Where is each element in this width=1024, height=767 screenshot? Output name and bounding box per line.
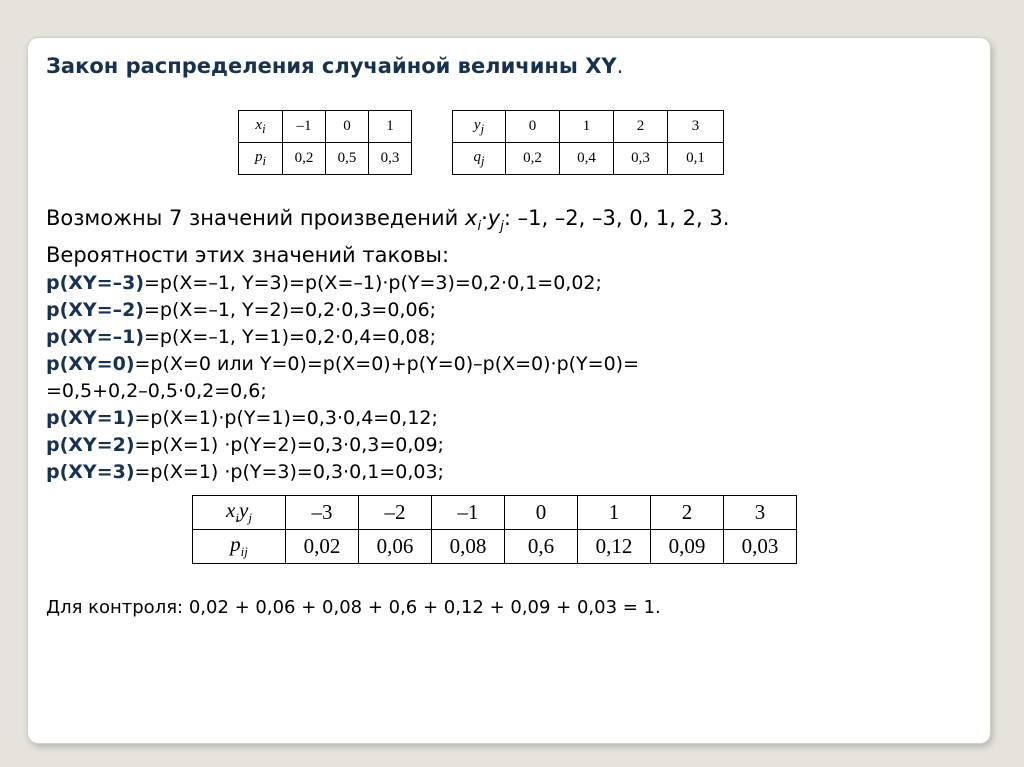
formula-line: =0,5+0,2–0,5·0,2=0,6; (46, 380, 267, 403)
table-x-distribution (238, 110, 412, 175)
table-xy-prob: 0,08 (432, 530, 505, 564)
formula-line: p(XY=0)=p(X=0 или Y=0)=p(X=0)+p(Y=0)–p(X=0)·p(Y=0)= (46, 353, 639, 376)
table-xy-value: –3 (286, 496, 359, 530)
table-x-prob: 0,3 (369, 143, 412, 175)
table-xy-value: –2 (359, 496, 432, 530)
table-y-prob: 0,2 (506, 143, 560, 175)
table-x-value: 1 (369, 111, 412, 143)
table-y-value: 2 (614, 111, 668, 143)
table-y-prob: 0,3 (614, 143, 668, 175)
table-y-value: 3 (668, 111, 724, 143)
formula-line: p(XY=1)=p(X=1)·p(Y=1)=0,3·0,4=0,12; (46, 407, 438, 430)
table-xy-prob: 0,02 (286, 530, 359, 564)
table-xy-header: $x_iy_j$ (193, 496, 286, 530)
formula-line: p(XY=–3)=p(X=–1, Y=3)=p(X=–1)·p(Y=3)=0,2·0,1=0,02; (46, 272, 602, 295)
table-x-prob-header: $p_i$ (239, 143, 283, 175)
table-y-value: 0 (506, 111, 560, 143)
table-xy-prob: 0,09 (651, 530, 724, 564)
table-x-value: 0 (326, 111, 369, 143)
table-xy-prob: 0,06 (359, 530, 432, 564)
table-x-prob: 0,2 (283, 143, 326, 175)
calculation-text (46, 204, 729, 486)
table-xy-prob: 0,12 (578, 530, 651, 564)
table-xy-distribution (192, 495, 797, 564)
table-y-value: 1 (560, 111, 614, 143)
formula-line: p(XY=–1)=p(X=–1, Y=1)=0,2·0,4=0,08; (46, 326, 437, 349)
table-y-header: $y_j$ (453, 111, 506, 143)
table-y-prob-header: $q_j$ (453, 143, 506, 175)
table-xy-prob: 0,03 (724, 530, 797, 564)
table-x-header: $x_i$ (239, 111, 283, 143)
table-xy-value: 3 (724, 496, 797, 530)
table-xy-value: 0 (505, 496, 578, 530)
intro-line-1: Возможны 7 значений произведений $x_i\cdot y_j$: –1, –2, –3, 0, 1, 2, 3. (46, 206, 730, 235)
table-xy-prob: 0,6 (505, 530, 578, 564)
intro-line-2: Вероятности этих значений таковы: (46, 243, 450, 268)
table-xy-prob-header: $p_{ij}$ (193, 530, 286, 564)
control-sum-line: Для контроля: 0,02 + 0,06 + 0,08 + 0,6 + 0,12 + 0,09 + 0,03 = 1. (46, 597, 661, 618)
table-xy-value: 2 (651, 496, 724, 530)
table-y-prob: 0,1 (668, 143, 724, 175)
formula-line: p(XY=–2)=p(X=–1, Y=2)=0,2·0,3=0,06; (46, 299, 437, 322)
table-xy-value: –1 (432, 496, 505, 530)
table-x-value: –1 (283, 111, 326, 143)
table-y-prob: 0,4 (560, 143, 614, 175)
formula-line: p(XY=3)=p(X=1) ·p(Y=3)=0,3·0,1=0,03; (46, 461, 444, 484)
table-x-prob: 0,5 (326, 143, 369, 175)
table-y-distribution (452, 110, 724, 175)
slide-title: Закон распределения случайной величины XY. (46, 54, 624, 78)
table-xy-value: 1 (578, 496, 651, 530)
formula-line: p(XY=2)=p(X=1) ·p(Y=2)=0,3·0,3=0,09; (46, 434, 444, 457)
